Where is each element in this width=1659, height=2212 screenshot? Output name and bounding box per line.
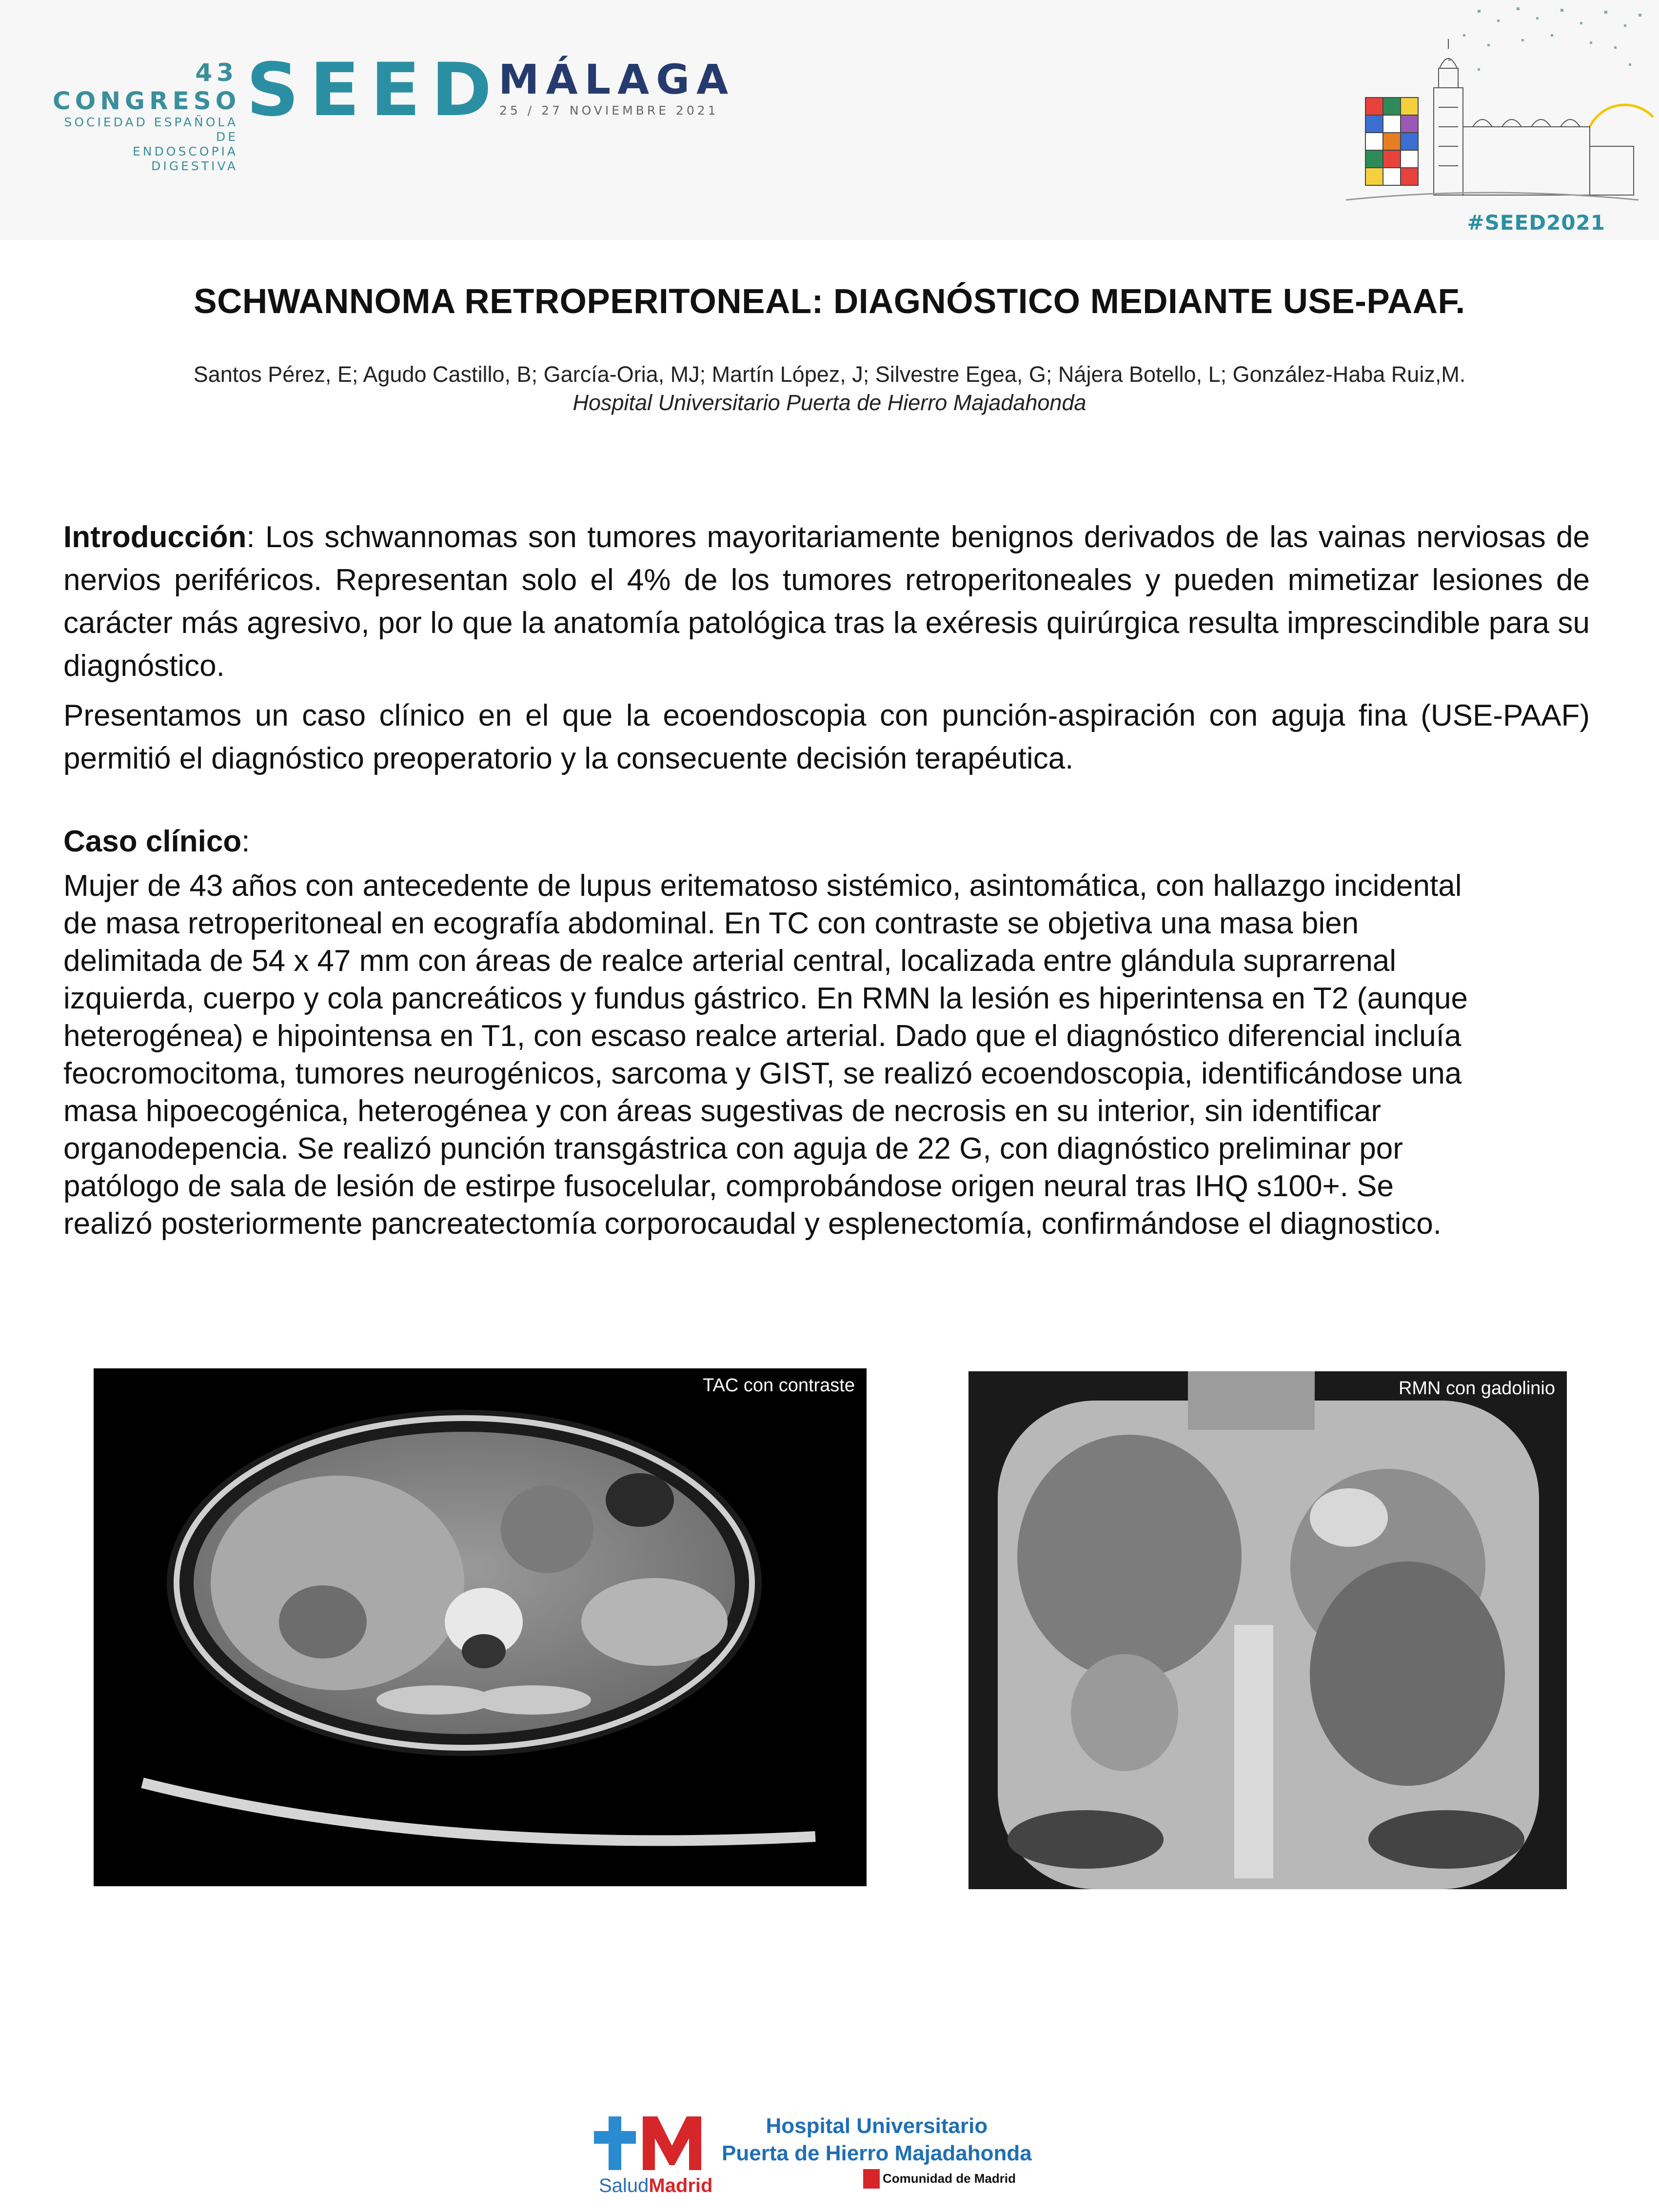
case-line: patólogo de sala de lesión de estirpe fusocelular, comprobándose origen neural tras IHQ s100+. Se <box>63 1169 1394 1203</box>
mri-caption: RMN con gadolinio <box>1398 1378 1555 1399</box>
case-heading: Caso clínico <box>63 825 242 858</box>
case-line: masa hipoecogénica, heterogénea y con áreas sugestivas de necrosis en su interior, sin identificar <box>63 1094 1382 1128</box>
comunidad-label: Comunidad de Madrid <box>883 2171 1016 2186</box>
author-list: Santos Pérez, E; Agudo Castillo, B; García-Oria, MJ; Martín López, J; Silvestre Egea, G; Nájera Botello, L; González-Haba Ruiz,M. <box>193 362 1466 387</box>
intro-paragraph-1: Introducción: Los schwannomas son tumores mayoritariamente benignos derivados de las vainas nerviosas de nervios periféricos. Representan solo el 4% de los tumores retroperitoneales y pueden mimetizar lesiones de carácter más agresivo, por lo que la anatomía patológica tras la exéresis quirúrgica resulta imprescindible para su diagnóstico. <box>63 520 1590 683</box>
intro-text-1: Los schwannomas son tumores mayoritariamente benignos derivados de las vainas nerviosas de nervios periféricos. Representan solo el 4% de los tumores retroperitoneales y pueden mimetizar lesiones de carácter más agresivo, por lo que la anatomía patológica tras la exéresis quirúrgica resulta imprescindible para su diagnóstico. <box>63 520 1590 683</box>
hospital-logo-text <box>722 2113 1032 2167</box>
ct-scan-illustration <box>94 1368 867 1886</box>
case-line: izquierda, cuerpo y cola pancreáticos y fundus gástrico. En RMN la lesión es hiperintensa en T2 (aunque <box>63 982 1468 1015</box>
comunidad-flag-icon <box>863 2169 880 2189</box>
case-line: realizó posteriormente pancreatectomía corporocaudal y esplenectomía, confirmándose el diagnostico. <box>63 1207 1442 1241</box>
case-line: organodepencia. Se realizó punción transgástrica con aguja de 22 G, con diagnóstico preliminar por <box>63 1132 1403 1165</box>
madrid-word: Madrid <box>649 2175 713 2196</box>
intro-heading: Introducción <box>63 520 247 554</box>
seed-brand: SEED <box>246 48 503 133</box>
case-line: delimitada de 54 x 47 mm con áreas de realce arterial central, localizada entre glándula suprarrenal <box>63 944 1396 978</box>
congress-dates: 25 / 27 NOVIEMBRE 2021 <box>499 103 719 118</box>
intro-paragraph-2: Presentamos un caso clínico en el que la ecoendoscopia con punción-aspiración con aguja fina (USE-PAAF) permitió el diagnóstico preoperatorio y la consecuente decisión terapéutica. <box>63 699 1590 775</box>
hashtag: #SEED2021 <box>1467 211 1605 235</box>
affiliation: Hospital Universitario Puerta de Hierro Majadahonda <box>573 390 1086 415</box>
salud-word: Salud <box>599 2175 649 2196</box>
case-heading-line: Caso clínico: <box>63 825 250 858</box>
mri-image <box>968 1371 1567 1889</box>
case-line: heterogénea) e hipointensa en T1, con escaso realce arterial. Dado que el diagnóstico diferencial incluía <box>63 1019 1462 1053</box>
hospital-logo-line-1: Hospital Universitario <box>766 2114 988 2138</box>
poster-title: SCHWANNOMA RETROPERITONEAL: DIAGNÓSTICO MEDIANTE USE-PAAF. <box>194 282 1465 321</box>
case-line: de masa retroperitoneal en ecografía abdominal. En TC con contraste se objetiva una masa bien <box>63 907 1359 940</box>
congress-number: 43 CONGRESO <box>53 59 241 115</box>
salud-madrid-logo <box>594 2112 711 2175</box>
society-line-2: ENDOSCOPIA DIGESTIVA <box>133 144 238 173</box>
malaga-cityscape-illustration <box>1317 0 1659 240</box>
case-body <box>63 867 1595 1243</box>
case-line: Mujer de 43 años con antecedente de lupus eritematoso sistémico, asintomática, con hallazgo incidental <box>63 869 1462 903</box>
introduction-section <box>63 516 1590 787</box>
mri-illustration <box>968 1371 1567 1889</box>
city-title: MÁLAGA <box>498 56 735 103</box>
salud-madrid-label <box>599 2175 712 2197</box>
ct-caption: TAC con contraste <box>703 1375 855 1396</box>
society-line-1: SOCIEDAD ESPAÑOLA DE <box>64 115 238 144</box>
ct-scan-image <box>94 1368 867 1886</box>
hospital-logo-line-2: Puerta de Hierro Majadahonda <box>722 2141 1032 2165</box>
congress-label <box>53 59 241 174</box>
header-banner <box>0 0 1659 240</box>
case-line: feocromocitoma, tumores neurogénicos, sarcoma y GIST, se realizó ecoendoscopia, identificándose una <box>63 1057 1462 1090</box>
